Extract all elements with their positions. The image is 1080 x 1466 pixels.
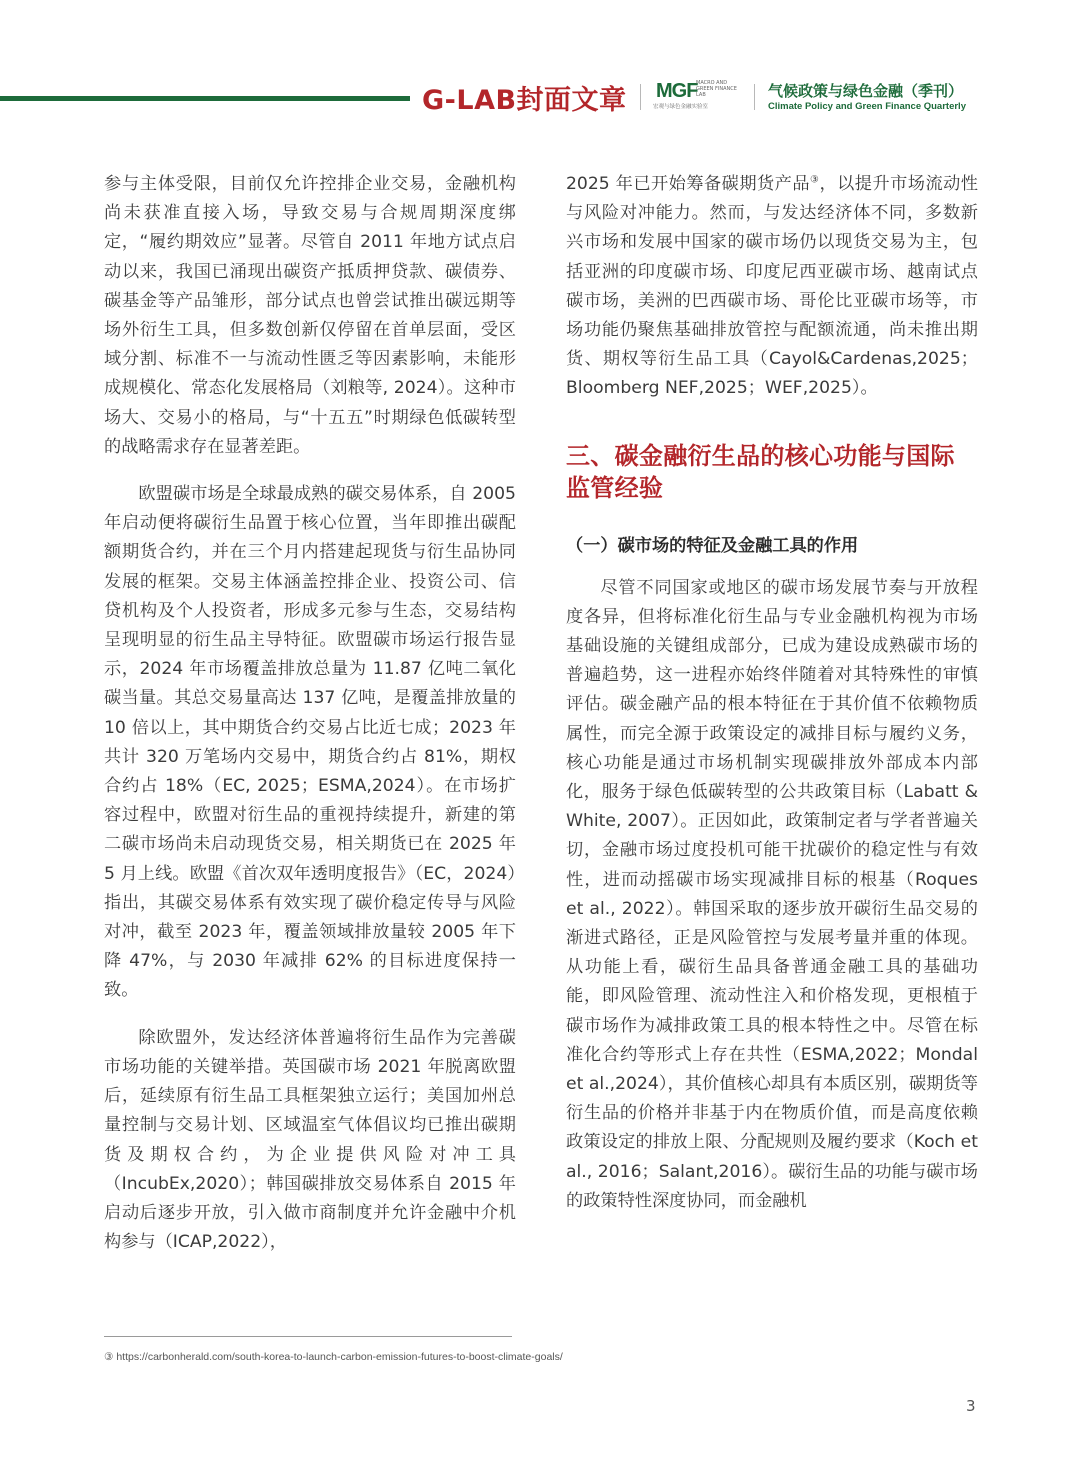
logo-lab-text: MACRO AND GREEN FINANCE LAB xyxy=(696,80,737,98)
footnote-marker[interactable]: ③ xyxy=(810,174,820,186)
left-paragraph-3: 除欧盟外，发达经济体普遍将衍生品作为完善碳市场功能的关键举措。英国碳市场 2021 年脱离欧盟后，延续原有衍生品工具框架独立运行；美国加州总量控制与交易计划、区域温室气体倡议均已推出碳期货及期权合约，为企业提供风险对冲工具（IncubEx,2020）；韩国碳排放交易体系自 2015 年启动后逐步开放，引入做市商制度并允许金融中介机构参与（ICAP,2022）， xyxy=(104,1027,516,1253)
right-paragraph-1-start: 2025 年已开始筹备碳期货产品 xyxy=(566,174,811,194)
footnote-link[interactable]: ③ https://carbonherald.com/south-korea-to-launch-carbon-emission-futures-to-boost-climate-goals/ xyxy=(104,1351,563,1363)
section-heading: 三、碳金融衍生品的核心功能与国际监管经验 xyxy=(566,441,955,502)
logo-subtitle: 宏观与绿色金融实验室 xyxy=(653,104,709,110)
left-column xyxy=(104,170,516,1257)
right-column xyxy=(566,170,978,1216)
header-divider-2 xyxy=(754,84,755,110)
header-title: G-LAB封面文章 xyxy=(422,85,627,116)
left-paragraph-2: 欧盟碳市场是全球最成熟的碳交易体系，自 2005 年启动便将碳衍生品置于核心位置，当年即推出碳配额期货合约，并在三个月内搭建起现货与衍生品协同发展的框架。交易主体涵盖控排企业、投资公司、信贷机构及个人投资者，形成多元参与生态，交易结构呈现明显的衍生品主导特征。欧盟碳市场运行报告显示，2024 年市场覆盖排放总量为 11.87 亿吨二氧化碳当量。其总交易量高达 137 亿吨，是覆盖排放量的 10 倍以上，其中期货合约交易占比近七成；2023 年共计 320 万笔场内交易中，期货合约占 81%，期权合约占 18%（EC, 2025；ESMA,2024）。在市场扩容过程中，欧盟对衍生品的重视持续提升，新建的第二碳市场尚未启动现货交易，相关期货已在 2025 年 5 月上线。欧盟《首次双年透明度报告》（EC，2024）指出，其碳交易体系有效实现了碳价稳定传导与风险对冲，截至 2023 年，覆盖领域排放量较 2005 年下降 47%，与 2030 年减排 62% 的目标进度保持一致。 xyxy=(104,484,516,1001)
right-paragraph-2: 尽管不同国家或地区的碳市场发展节奏与开放程度各异，但将标准化衍生品与专业金融机构视为市场基础设施的关键组成部分，已成为建设成熟碳市场的普遍趋势，这一进程亦始终伴随着对其特殊性的审慎评估。碳金融产品的根本特征在于其价值不依赖物质属性，而完全源于政策设定的减排目标与履约义务，核心功能是通过市场机制实现碳排放外部成本内部化，服务于绿色低碳转型的公共政策目标（Labatt & White, 2007）。正因如此，政策制定者与学者普遍关切，金融市场过度投机可能干扰碳价的稳定性与有效性，进而动摇碳市场实现减排目标的根基（Roques et al., 2022）。韩国采取的逐步放开碳衍生品交易的渐进式路径，正是风险管控与发展考量并重的体现。从功能上看，碳衍生品具备普通金融工具的基础功能，即风险管理、流动性注入和价格发现，更根植于碳市场作为减排政策工具的根本特性之中。尽管在标准化合约等形式上存在共性（ESMA,2022；Mondal et al.,2024），其价值核心却具有本质区别，碳期货等衍生品的价格并非基于内在物质价值，而是高度依赖政策设定的排放上限、分配规则及履约要求（Koch et al., 2016；Salant,2016）。碳衍生品的功能与碳市场的政策特性深度协同，而金融机 xyxy=(566,577,978,1211)
publication-title-en: Climate Policy and Green Finance Quarterly xyxy=(768,101,966,112)
page-number: 3 xyxy=(966,1397,976,1415)
right-paragraph-1-rest: ，以提升市场流动性与风险对冲能力。然而，与发达经济体不同，多数新兴市场和发展中国家的碳市场仍以现货交易为主，包括亚洲的印度碳市场、印度尼西亚碳市场、越南试点碳市场，美洲的巴西碳市场、哥伦比亚碳市场等，市场功能仍聚焦基础排放管控与配额流通，尚未推出期货、期权等衍生品工具（Cayol&Cardenas,2025；Bloomberg NEF,2025；WEF,2025）。 xyxy=(566,174,978,399)
header-green-rule xyxy=(0,96,410,101)
logo-mgf-text: MGF xyxy=(656,80,698,102)
publication-title-cn: 气候政策与绿色金融（季刊） xyxy=(768,82,964,100)
left-paragraph-1: 参与主体受限，目前仅允许控排企业交易，金融机构尚未获准直接入场，导致交易与合规周期深度绑定，“履约期效应”显著。尽管自 2011 年地方试点启动以来，我国已涌现出碳资产抵质押贷款、碳债券、碳基金等产品雏形，部分试点也曾尝试推出碳远期等场外衍生工具，但多数创新仅停留在首单层面，受区域分割、标准不一与流动性匮乏等因素影响，未能形成规模化、常态化发展格局（刘粮等, 2024）。这种市场大、交易小的格局，与“十五五”时期绿色低碳转型的战略需求存在显著差距。 xyxy=(104,174,516,457)
footnote-rule xyxy=(104,1336,512,1337)
header-divider xyxy=(640,84,641,110)
sub-heading: （一）碳市场的特征及金融工具的作用 xyxy=(566,535,859,556)
right-paragraph-1 xyxy=(566,170,978,404)
